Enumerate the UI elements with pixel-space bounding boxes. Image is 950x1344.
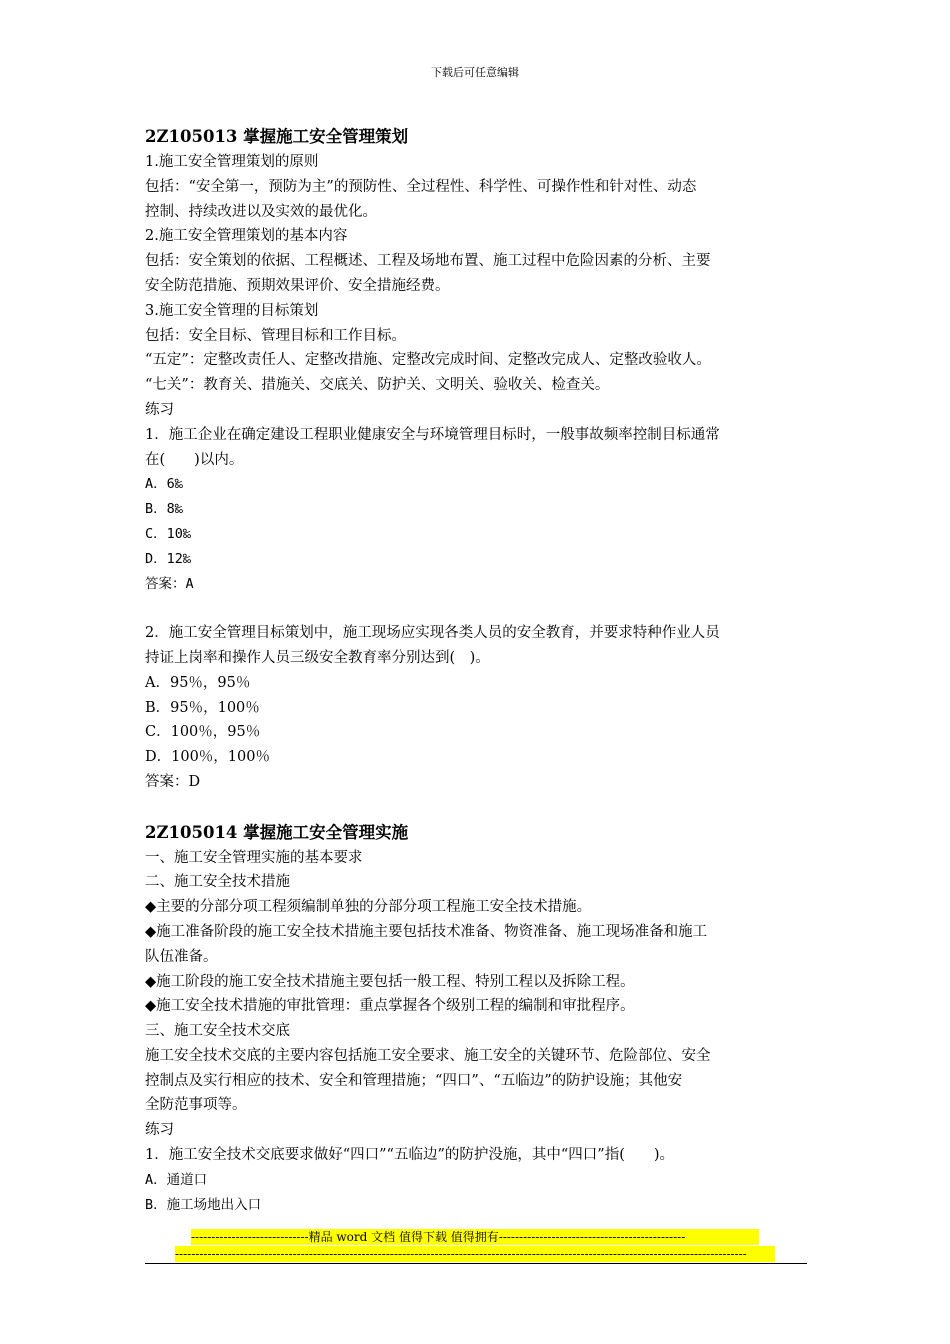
bullet-line: ◆施工阶段的施工安全技术措施主要包括一般工程、特别工程以及拆除工程。	[145, 973, 635, 990]
question-option: A．6‰	[145, 476, 183, 493]
question-stem: 1．施工企业在确定建设工程职业健康安全与环境管理目标时，一般事故频率控制目标通常	[145, 426, 720, 443]
blank-line	[145, 596, 807, 621]
paragraph-line: 1.施工安全管理策划的原则	[145, 154, 319, 170]
paragraph-line: 包括：安全目标、管理目标和工作目标。	[145, 327, 406, 344]
paragraph-line: 包括：安全策划的依据、工程概述、工程及场地布置、施工过程中危险因素的分析、主要	[145, 253, 711, 270]
section1-title: 2Z105013 掌握施工安全管理策划	[145, 127, 409, 146]
question-option: A．通道口	[145, 1171, 208, 1188]
question-option: B．95％，100％	[145, 699, 260, 716]
question-option: C．100％，95％	[145, 724, 261, 741]
bullet-line: ◆主要的分部分项工程须编制单独的分部分项工程施工安全技术措施。	[145, 899, 592, 916]
paragraph-line: 控制点及实行相应的技术、安全和管理措施；“四口”、“五临边”的防护设施；其他安	[145, 1072, 683, 1089]
footer-divider	[145, 1263, 807, 1264]
paragraph-line: 安全防范措施、预期效果评价、安全措施经费。	[145, 277, 450, 294]
question-option: D．12‰	[145, 550, 192, 567]
bullet-line: ◆施工准备阶段的施工安全技术措施主要包括技术准备、物资准备、施工现场准备和施工	[145, 923, 708, 940]
paragraph-line: “七关”：教育关、措施关、交底关、防护关、文明关、验收关、检查关。	[145, 377, 610, 394]
question-option: B．8‰	[145, 501, 183, 518]
footer-highlight-line: -----------------------------精品 word 文档 值得下载 值得拥有----------------------------------------------	[191, 1229, 759, 1245]
paragraph-line: 2.施工安全管理策划的基本内容	[145, 228, 348, 245]
paragraph-line: 一、施工安全管理实施的基本要求	[145, 849, 363, 866]
question-option: D．100％，100％	[145, 749, 270, 766]
paragraph-line: 全防范事项等。	[145, 1097, 247, 1114]
question-stem: 在( )以内。	[145, 451, 244, 468]
page-header: 下载后可任意编辑	[431, 66, 519, 79]
question-option: B．施工场地出入口	[145, 1196, 262, 1213]
blank-line	[145, 795, 807, 820]
practice-label: 练习	[145, 1122, 174, 1139]
paragraph-line: 包括：“安全第一，预防为主”的预防性、全过程性、科学性、可操作性和针对性、动态	[145, 178, 697, 195]
footer-highlight-line: ---------------------------------------------------------------------------------------------------------------------------------------------	[175, 1246, 775, 1262]
paragraph-line: 二、施工安全技术措施	[145, 874, 290, 891]
document-body	[145, 124, 807, 1217]
paragraph-line: 3.施工安全管理的目标策划	[145, 302, 319, 319]
bullet-line: ◆施工安全技术措施的审批管理：重点掌握各个级别工程的编制和审批程序。	[145, 998, 635, 1015]
paragraph-line: 三、施工安全技术交底	[145, 1023, 290, 1040]
question-stem: 1．施工安全技术交底要求做好“四口”“五临边”的防护没施，其中“四口”指( )。	[145, 1147, 675, 1164]
practice-label: 练习	[145, 401, 174, 418]
question-stem: 持证上岗率和操作人员三级安全教育率分别达到( )。	[145, 649, 490, 666]
bullet-line: 队伍准备。	[145, 948, 218, 965]
question-answer: 答案：A	[145, 575, 194, 592]
paragraph-line: 施工安全技术交底的主要内容包括施工安全要求、施工安全的关键环节、危险部位、安全	[145, 1047, 711, 1064]
paragraph-line: “五定”：定整改责任人、定整改措施、定整改完成时间、定整改完成人、定整改验收人。	[145, 352, 711, 369]
paragraph-line: 控制、持续改进以及实效的最优化。	[145, 203, 377, 220]
question-stem: 2．施工安全管理目标策划中，施工现场应实现各类人员的安全教育，并要求特种作业人员	[145, 625, 720, 642]
section2-title: 2Z105014 掌握施工安全管理实施	[145, 822, 409, 842]
question-option: C．10‰	[145, 525, 192, 542]
question-option: A．95％，95％	[145, 674, 251, 691]
question-answer: 答案：D	[145, 773, 201, 790]
